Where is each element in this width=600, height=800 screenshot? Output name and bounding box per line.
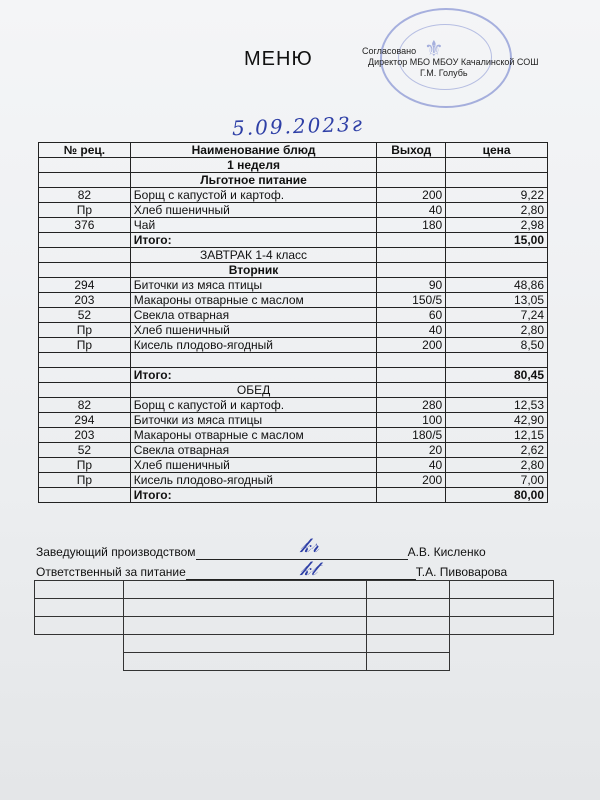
section-title: 1 неделя: [130, 158, 376, 173]
empty-row: [39, 353, 548, 368]
page-title: МЕНЮ: [244, 48, 313, 70]
section-title: Вторник: [130, 263, 376, 278]
total-price: 80,00: [446, 488, 548, 503]
recipe-number: 82: [39, 398, 131, 413]
empty-cell: [446, 173, 548, 188]
dish-output: 200: [377, 188, 446, 203]
signature-line-nutrition: [36, 565, 507, 580]
meal-title: ЗАВТРАК 1-4 класс: [130, 248, 376, 263]
dish-output: 20: [377, 443, 446, 458]
total-label: Итого:: [130, 488, 376, 503]
dish-name: Биточки из мяса птицы: [130, 278, 376, 293]
recipe-number: 294: [39, 413, 131, 428]
recipe-number: Пр: [39, 338, 131, 353]
recipe-number: 203: [39, 293, 131, 308]
table-row: [39, 203, 548, 218]
dish-price: 12,53: [446, 398, 548, 413]
total-row: [39, 488, 548, 503]
dish-output: 200: [377, 338, 446, 353]
empty-cell: [39, 353, 131, 368]
dish-name: Биточки из мяса птицы: [130, 413, 376, 428]
table-row: [39, 278, 548, 293]
header-price: цена: [446, 143, 548, 158]
dish-name: Свекла отварная: [130, 443, 376, 458]
empty-cell: [377, 353, 446, 368]
dish-output: 200: [377, 473, 446, 488]
empty-cell: [446, 158, 548, 173]
empty-cell: [39, 173, 131, 188]
empty-cell: [446, 383, 548, 398]
empty-cell: [39, 383, 131, 398]
empty-cell: [377, 248, 446, 263]
total-price: 15,00: [446, 233, 548, 248]
blank-grid: [34, 580, 554, 671]
empty-cell: [130, 353, 376, 368]
header-recipe-no: № рец.: [39, 143, 131, 158]
total-label: Итого:: [130, 368, 376, 383]
table-row: [39, 413, 548, 428]
dish-name: Свекла отварная: [130, 308, 376, 323]
total-label: Итого:: [130, 233, 376, 248]
dish-name: Хлеб пшеничный: [130, 323, 376, 338]
empty-cell: [377, 158, 446, 173]
signature-line-production: [36, 545, 486, 560]
dish-output: 180: [377, 218, 446, 233]
recipe-number: 376: [39, 218, 131, 233]
total-price: 80,45: [446, 368, 548, 383]
table-row: [39, 293, 548, 308]
empty-cell: [446, 248, 548, 263]
recipe-number: Пр: [39, 203, 131, 218]
dish-name: Борщ с капустой и картоф.: [130, 398, 376, 413]
dish-output: 100: [377, 413, 446, 428]
dish-output: 180/5: [377, 428, 446, 443]
header-output: Выход: [377, 143, 446, 158]
table-row: [39, 338, 548, 353]
approval-name: Г.М. Голубь: [420, 68, 468, 78]
dish-name: Кисель плодово-ягодный: [130, 338, 376, 353]
recipe-number: 52: [39, 308, 131, 323]
table-header-row: [39, 143, 548, 158]
empty-cell: [39, 233, 131, 248]
empty-cell: [446, 263, 548, 278]
dish-output: 90: [377, 278, 446, 293]
dish-price: 2,80: [446, 458, 548, 473]
empty-cell: [39, 158, 131, 173]
dish-price: 48,86: [446, 278, 548, 293]
empty-cell: [377, 173, 446, 188]
dish-price: 42,90: [446, 413, 548, 428]
dish-price: 2,80: [446, 203, 548, 218]
dish-output: 40: [377, 458, 446, 473]
signature-label-nutrition: Ответственный за питание: [36, 565, 186, 579]
dish-output: 280: [377, 398, 446, 413]
recipe-number: Пр: [39, 458, 131, 473]
recipe-number: Пр: [39, 473, 131, 488]
total-row: [39, 233, 548, 248]
handwritten-date: 5.09.2023г: [231, 111, 365, 141]
dish-output: 60: [377, 308, 446, 323]
meal-title: ОБЕД: [130, 383, 376, 398]
empty-cell: [39, 263, 131, 278]
recipe-number: 82: [39, 188, 131, 203]
dish-price: 2,98: [446, 218, 548, 233]
dish-output: 150/5: [377, 293, 446, 308]
dish-price: 9,22: [446, 188, 548, 203]
empty-cell: [377, 383, 446, 398]
dish-name: Кисель плодово-ягодный: [130, 473, 376, 488]
table-row: [39, 428, 548, 443]
table-row: [39, 398, 548, 413]
empty-cell: [39, 488, 131, 503]
dish-price: 8,50: [446, 338, 548, 353]
dish-name: Борщ с капустой и картоф.: [130, 188, 376, 203]
dish-name: Хлеб пшеничный: [130, 458, 376, 473]
section-title: Льготное питание: [130, 173, 376, 188]
empty-cell: [377, 488, 446, 503]
meal-header-row: [39, 383, 548, 398]
table-row: [39, 218, 548, 233]
empty-cell: [377, 263, 446, 278]
recipe-number: 203: [39, 428, 131, 443]
approval-block: [362, 46, 538, 79]
dish-name: Макароны отварные с маслом: [130, 293, 376, 308]
recipe-number: Пр: [39, 323, 131, 338]
empty-cell: [446, 353, 548, 368]
dish-name: Чай: [130, 218, 376, 233]
empty-cell: [377, 368, 446, 383]
dish-price: 13,05: [446, 293, 548, 308]
handwritten-signature-1: 𝓀𝓇: [300, 533, 320, 557]
table-row: [39, 473, 548, 488]
empty-cell: [39, 368, 131, 383]
signature-name-production: А.В. Кисленко: [407, 545, 486, 559]
recipe-number: 294: [39, 278, 131, 293]
meal-header-row: [39, 248, 548, 263]
dish-price: 2,62: [446, 443, 548, 458]
dish-output: 40: [377, 203, 446, 218]
header-dish-name: Наименование блюд: [130, 143, 376, 158]
dish-price: 2,80: [446, 323, 548, 338]
stamp-emblem-icon: ⚜: [424, 36, 444, 61]
handwritten-signature-2: 𝓀𝓉: [300, 556, 318, 580]
section-row: [39, 173, 548, 188]
dish-name: Макароны отварные с маслом: [130, 428, 376, 443]
signature-name-nutrition: Т.А. Пивоварова: [415, 565, 508, 579]
section-row: [39, 263, 548, 278]
table-row: [39, 323, 548, 338]
table-row: [39, 443, 548, 458]
dish-price: 12,15: [446, 428, 548, 443]
empty-cell: [39, 248, 131, 263]
menu-table: [38, 142, 548, 503]
section-row: [39, 158, 548, 173]
empty-cell: [377, 233, 446, 248]
dish-price: 7,00: [446, 473, 548, 488]
table-row: [39, 458, 548, 473]
table-row: [39, 308, 548, 323]
total-row: [39, 368, 548, 383]
signature-label-production: Заведующий производством: [36, 545, 196, 559]
recipe-number: 52: [39, 443, 131, 458]
dish-price: 7,24: [446, 308, 548, 323]
dish-name: Хлеб пшеничный: [130, 203, 376, 218]
dish-output: 40: [377, 323, 446, 338]
table-row: [39, 188, 548, 203]
approval-director: Директор МБО МБОУ Качалинской СОШ: [368, 57, 539, 67]
menu-table-body: [39, 158, 548, 503]
approval-label: Согласовано: [362, 46, 417, 56]
